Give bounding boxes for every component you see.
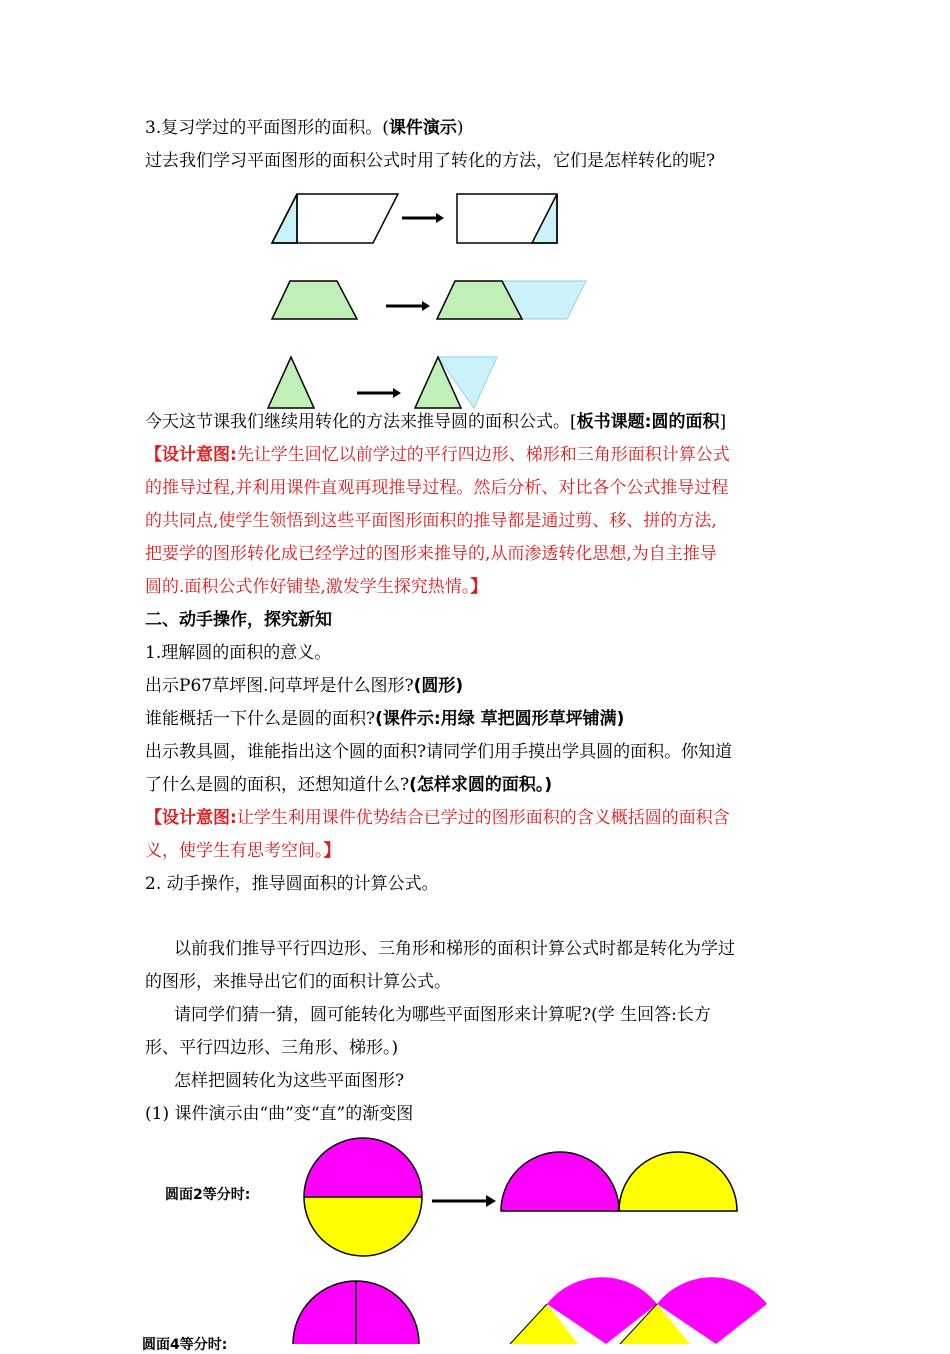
arrow-right-icon — [486, 1195, 496, 1207]
paragraph: 1.理解圆的面积的意义。 — [145, 643, 332, 663]
lesson-intro: 今天这节课我们继续用转化的方法来推导圆的面积公式。[板书课题:圆的面积] — [145, 412, 727, 432]
arrow-right-icon — [393, 388, 401, 398]
triangle-to-parallelogram — [268, 357, 497, 408]
trapezoid — [272, 281, 357, 319]
arrow-right-icon — [422, 301, 430, 311]
trapezoid-to-parallelogram — [272, 281, 586, 319]
figure-label: 圆面2等分时: — [165, 1187, 251, 1203]
figure-label: 圆面4等分时: — [142, 1337, 228, 1353]
section-heading: 二、动手操作，探究新知 — [145, 610, 332, 630]
paragraph: 出示P67草坪图.问草坪是什么图形?(圆形) — [145, 676, 464, 696]
circle-two-parts — [304, 1138, 737, 1256]
parallelogram-to-rectangle — [272, 194, 557, 243]
paragraph: 谁能概括一下什么是圆的面积?(课件示:用绿 草把圆形草坪铺满) — [145, 709, 625, 729]
yellow-semicircle — [619, 1152, 737, 1211]
paragraph: 怎样把圆转化为这些平面图形? — [174, 1071, 405, 1091]
design-intent-2: 【设计意图:让学生利用课件优势结合已学过的图形面积的含义概括圆的面积含 — [145, 808, 730, 828]
paragraph: (1) 课件演示由“曲”变“直”的渐变图 — [145, 1104, 414, 1124]
design-intent-line: 义，使学生有思考空间。】 — [145, 841, 341, 861]
design-intent-line: 把要学的图形转化成已经学过的图形来推导的,从而渗透转化思想,为自主推导 — [145, 544, 717, 564]
paragraph: 的图形，来推导出它们的面积计算公式。 — [145, 972, 451, 992]
paragraph: 形、平行四边形、三角形、梯形。) — [145, 1038, 399, 1058]
design-intent-line: 圆的.面积公式作好铺垫,激发学生探究热情。】 — [145, 577, 488, 597]
review-question: 过去我们学习平面图形的面积公式时用了转化的方法，它们是怎样转化的呢? — [145, 151, 716, 171]
design-intent-line: 的推导过程,并利用课件直观再现推导过程。然后分析、对比各个公式推导过程 — [145, 478, 729, 498]
circle-four-parts — [293, 1277, 767, 1344]
magenta-semicircle — [501, 1152, 619, 1211]
review-heading: 3.复习学过的平面图形的面积。(课件演示) — [145, 118, 464, 138]
paragraph: 了什么是圆的面积，还想知道什么?(怎样求圆的面积。) — [145, 775, 553, 795]
paragraph: 请同学们猜一猜，圆可能转化为哪些平面图形来计算呢?(学 生回答:长方 — [174, 1005, 711, 1025]
paragraph: 以前我们推导平行四边形、三角形和梯形的面积计算公式时都是转化为学过 — [174, 939, 735, 959]
moved-triangle — [532, 194, 557, 243]
paragraph: 2. 动手操作，推导圆面积的计算公式。 — [145, 874, 439, 894]
paragraph: 出示教具圆，谁能指出这个圆的面积?请同学们用手摸出学具圆的面积。你知道 — [145, 742, 733, 762]
triangle — [268, 357, 314, 408]
design-intent-line: 的共同点,使学生领悟到这些平面图形面积的推导都是通过剪、移、拼的方法, — [145, 511, 717, 531]
design-intent-1: 【设计意图:先让学生回忆以前学过的平行四边形、梯形和三角形面积计算公式 — [145, 445, 730, 465]
arrow-right-icon — [436, 213, 444, 223]
